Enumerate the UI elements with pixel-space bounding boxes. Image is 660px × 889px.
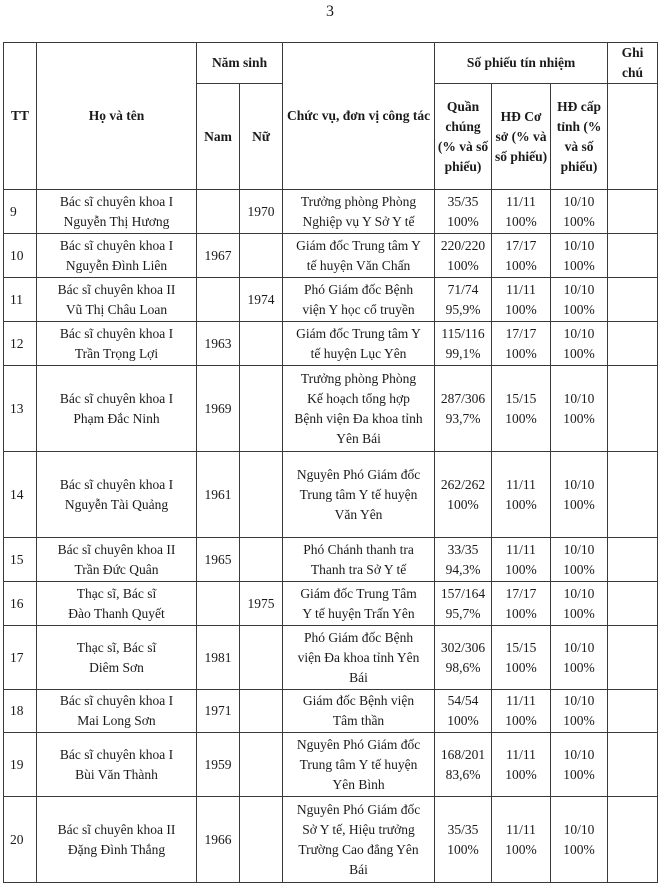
row-position-cell — [283, 733, 435, 797]
vote-value: 10/10 — [563, 281, 595, 297]
row-birth-female — [240, 690, 283, 733]
vote-value: 262/262 — [440, 476, 486, 492]
row-votes-province — [551, 190, 608, 234]
row-position-line: Giám đốc Trung Tâm — [300, 585, 417, 601]
vote-value: 10/10 — [563, 639, 595, 655]
vote-value: 35/35 — [447, 193, 479, 209]
table-body — [4, 190, 658, 883]
vote-value: 100% — [505, 213, 537, 229]
vote-value: 10/10 — [563, 693, 595, 708]
vote-value: 83,6% — [445, 766, 481, 782]
row-position-cell — [283, 626, 435, 690]
vote-value: 100% — [447, 213, 479, 229]
row-position-line: Bái — [349, 669, 368, 685]
vote-value: 11/11 — [506, 821, 536, 837]
row-position-line: Trung tâm Y tế huyện — [299, 756, 418, 772]
table-row — [4, 797, 658, 883]
row-position-line: Nghiệp vụ Y Sở Y tế — [302, 213, 415, 229]
row-birth-male: 1967 — [197, 234, 240, 278]
row-votes-public — [435, 366, 492, 452]
row-votes-public — [435, 582, 492, 626]
row-position-cell — [283, 582, 435, 626]
row-position-line: Bệnh viện Đa khoa tỉnh — [294, 410, 423, 426]
row-position-line: Yên Bái — [336, 430, 381, 446]
row-number: 14 — [4, 452, 37, 538]
row-birth-female: 1970 — [240, 190, 283, 234]
vote-value: 17/17 — [505, 237, 537, 253]
row-position-line: Phó Chánh thanh tra — [303, 541, 414, 557]
row-number: 20 — [4, 797, 37, 883]
row-notes — [608, 190, 658, 234]
vote-value: 17/17 — [505, 325, 537, 341]
row-position-line: Trung tâm Y tế huyện — [299, 486, 418, 502]
vote-value: 99,1% — [445, 345, 481, 361]
table-row — [4, 366, 658, 452]
row-birth-female — [240, 452, 283, 538]
row-name-line: Vũ Thị Châu Loan — [65, 301, 168, 317]
row-name-line: Trần Trọng Lợi — [74, 345, 159, 361]
row-name-line: Đặng Đình Thắng — [67, 841, 166, 857]
row-number: 11 — [4, 278, 37, 322]
row-name-line: Nguyễn Tài Quảng — [64, 496, 169, 512]
row-name-line: Nguyễn Đình Liên — [65, 257, 168, 273]
vote-value: 10/10 — [563, 325, 595, 341]
row-name-cell — [37, 797, 197, 883]
page-number: 3 — [326, 3, 334, 20]
row-votes-base — [492, 234, 551, 278]
row-birth-female — [240, 733, 283, 797]
vote-value: 100% — [447, 841, 479, 857]
row-name-cell — [37, 278, 197, 322]
vote-value: 11/11 — [506, 281, 536, 297]
row-votes-public — [435, 322, 492, 366]
row-votes-province — [551, 366, 608, 452]
row-name-line: Bác sĩ chuyên khoa II — [57, 281, 176, 297]
row-name-line: Bác sĩ chuyên khoa I — [59, 325, 174, 341]
header-position: Chức vụ, đơn vị công tác — [283, 43, 435, 190]
row-name-cell — [37, 733, 197, 797]
vote-value: 95,7% — [445, 605, 481, 621]
row-position-line: viện Y học cổ truyền — [302, 301, 415, 317]
vote-value: 220/220 — [440, 237, 486, 253]
row-birth-female: 1975 — [240, 582, 283, 626]
row-birth-male: 1971 — [197, 690, 240, 733]
row-votes-public — [435, 626, 492, 690]
vote-value: 94,3% — [445, 561, 481, 577]
row-birth-female — [240, 366, 283, 452]
row-name-line: Bác sĩ chuyên khoa I — [59, 237, 174, 253]
row-notes — [608, 538, 658, 582]
header-notes-blank — [608, 84, 658, 190]
vote-value: 71/74 — [447, 281, 479, 297]
vote-value: 100% — [505, 345, 537, 361]
table-row — [4, 234, 658, 278]
row-name-line: Thạc sĩ, Bác sĩ — [76, 585, 157, 601]
row-number: 18 — [4, 690, 37, 733]
row-votes-province — [551, 234, 608, 278]
row-birth-male: 1965 — [197, 538, 240, 582]
row-position-cell — [283, 278, 435, 322]
row-number: 10 — [4, 234, 37, 278]
vote-value: 157/164 — [440, 585, 486, 601]
vote-value: 93,7% — [445, 410, 481, 426]
vote-value: 115/116 — [441, 325, 485, 341]
row-position-line: Nguyên Phó Giám đốc — [296, 801, 421, 817]
row-votes-public — [435, 234, 492, 278]
row-number: 16 — [4, 582, 37, 626]
row-name-cell — [37, 234, 197, 278]
row-votes-province — [551, 626, 608, 690]
table-row — [4, 452, 658, 538]
row-birth-male: 1966 — [197, 797, 240, 883]
vote-value: 10/10 — [563, 237, 595, 253]
row-name-cell — [37, 322, 197, 366]
row-position-cell — [283, 538, 435, 582]
row-votes-province — [551, 733, 608, 797]
row-votes-province — [551, 322, 608, 366]
vote-value: 287/306 — [440, 390, 486, 406]
vote-value: 302/306 — [440, 639, 486, 655]
vote-value: 11/11 — [506, 193, 536, 209]
row-position-line: tế huyện Văn Chấn — [306, 257, 411, 273]
header-female: Nữ — [240, 84, 283, 190]
vote-value: 95,9% — [445, 301, 481, 317]
row-name-cell — [37, 538, 197, 582]
trust-vote-table — [3, 42, 658, 883]
row-votes-public — [435, 452, 492, 538]
row-birth-female: 1974 — [240, 278, 283, 322]
row-position-line: Yên Bình — [332, 776, 385, 792]
row-notes — [608, 452, 658, 538]
row-position-line: Phó Giám đốc Bệnh — [303, 281, 414, 297]
vote-value: 10/10 — [563, 476, 595, 492]
vote-value: 11/11 — [506, 693, 536, 708]
row-votes-base — [492, 538, 551, 582]
row-number: 19 — [4, 733, 37, 797]
vote-value: 11/11 — [506, 476, 536, 492]
row-votes-province — [551, 690, 608, 733]
row-notes — [608, 322, 658, 366]
header-votes: Số phiếu tín nhiệm — [435, 43, 608, 84]
row-name-line: Thạc sĩ, Bác sĩ — [76, 639, 157, 655]
row-birth-female — [240, 322, 283, 366]
vote-value: 100% — [563, 257, 595, 273]
row-votes-base — [492, 582, 551, 626]
vote-value: 100% — [563, 841, 595, 857]
row-position-line: tế huyện Lục Yên — [310, 345, 407, 361]
table-row — [4, 190, 658, 234]
vote-value: 100% — [505, 841, 537, 857]
row-votes-province — [551, 278, 608, 322]
row-votes-public — [435, 190, 492, 234]
row-position-line: Giám đốc Trung tâm Y — [296, 325, 421, 341]
vote-value: 100% — [563, 496, 595, 512]
vote-value: 100% — [563, 659, 595, 675]
vote-value: 33/35 — [447, 541, 479, 557]
vote-value: 11/11 — [506, 541, 536, 557]
header-votes-public: Quần chúng (% và số phiếu) — [435, 84, 492, 190]
row-name-line: Bác sĩ chuyên khoa II — [57, 541, 176, 557]
vote-value: 100% — [563, 766, 595, 782]
vote-value: 100% — [505, 301, 537, 317]
row-name-line: Phạm Đắc Ninh — [73, 410, 160, 426]
row-votes-province — [551, 538, 608, 582]
row-name-cell — [37, 452, 197, 538]
table-row — [4, 322, 658, 366]
row-position-cell — [283, 452, 435, 538]
row-birth-male: 1981 — [197, 626, 240, 690]
row-birth-female — [240, 797, 283, 883]
vote-value: 15/15 — [505, 639, 537, 655]
row-birth-male — [197, 190, 240, 234]
row-birth-male: 1961 — [197, 452, 240, 538]
vote-value: 100% — [447, 257, 479, 273]
vote-value: 10/10 — [563, 193, 595, 209]
row-name-line: Mai Long Sơn — [77, 713, 156, 728]
row-position-line: Trưởng phòng Phòng — [300, 370, 417, 386]
row-notes — [608, 366, 658, 452]
header-birth-year: Năm sinh — [197, 43, 283, 84]
row-votes-public — [435, 278, 492, 322]
row-birth-male: 1959 — [197, 733, 240, 797]
table-row — [4, 582, 658, 626]
vote-value: 98,6% — [445, 659, 481, 675]
row-position-line: Sở Y tế, Hiệu trưởng — [302, 821, 415, 837]
row-votes-province — [551, 582, 608, 626]
header-votes-base: HĐ Cơ sở (% và số phiếu) — [492, 84, 551, 190]
table-row — [4, 626, 658, 690]
row-votes-public — [435, 690, 492, 733]
vote-value: 100% — [505, 257, 537, 273]
row-name-line: Nguyễn Thị Hương — [63, 213, 170, 229]
row-number: 12 — [4, 322, 37, 366]
header-notes: Ghi chú — [608, 43, 658, 84]
table-row — [4, 538, 658, 582]
table-row — [4, 733, 658, 797]
row-name-line: Bác sĩ chuyên khoa I — [59, 193, 174, 209]
row-birth-female — [240, 538, 283, 582]
row-votes-base — [492, 452, 551, 538]
vote-value: 100% — [505, 410, 537, 426]
row-birth-male: 1969 — [197, 366, 240, 452]
row-name-line: Bác sĩ chuyên khoa II — [57, 821, 176, 837]
row-name-line: Đào Thanh Quyết — [68, 605, 165, 621]
row-position-line: Giám đốc Trung tâm Y — [296, 237, 421, 253]
vote-value: 100% — [505, 561, 537, 577]
row-number: 15 — [4, 538, 37, 582]
row-position-line: Trưởng phòng Phòng — [300, 193, 417, 209]
row-birth-male — [197, 278, 240, 322]
row-position-cell — [283, 190, 435, 234]
row-votes-base — [492, 690, 551, 733]
row-votes-public — [435, 797, 492, 883]
vote-value: 100% — [447, 496, 479, 512]
row-position-line: Kế hoạch tổng hợp — [307, 390, 410, 406]
vote-value: 15/15 — [505, 390, 537, 406]
row-votes-base — [492, 190, 551, 234]
row-name-cell — [37, 626, 197, 690]
row-votes-base — [492, 366, 551, 452]
row-name-line: Diêm Sơn — [89, 659, 144, 675]
row-name-line: Bác sĩ chuyên khoa I — [59, 746, 174, 762]
row-position-cell — [283, 234, 435, 278]
row-position-line: Văn Yên — [334, 506, 383, 522]
vote-value: 100% — [505, 713, 537, 728]
row-birth-female — [240, 234, 283, 278]
vote-value: 10/10 — [563, 585, 595, 601]
vote-value: 100% — [563, 561, 595, 577]
vote-value: 100% — [563, 605, 595, 621]
row-position-line: Y tế huyện Trấn Yên — [302, 605, 415, 621]
row-position-line: Thanh tra Sở Y tế — [310, 561, 407, 577]
header-tt: TT — [4, 43, 37, 190]
vote-value: 10/10 — [563, 821, 595, 837]
vote-value: 11/11 — [506, 746, 536, 762]
row-notes — [608, 797, 658, 883]
row-position-cell — [283, 322, 435, 366]
row-name-cell — [37, 690, 197, 733]
row-position-cell — [283, 797, 435, 883]
row-birth-female — [240, 626, 283, 690]
row-votes-public — [435, 733, 492, 797]
row-birth-male: 1963 — [197, 322, 240, 366]
row-name-cell — [37, 582, 197, 626]
row-number: 13 — [4, 366, 37, 452]
row-name-line: Bác sĩ chuyên khoa I — [59, 693, 174, 708]
row-votes-province — [551, 452, 608, 538]
row-votes-base — [492, 322, 551, 366]
vote-value: 54/54 — [447, 693, 479, 708]
vote-value: 100% — [563, 410, 595, 426]
row-votes-province — [551, 797, 608, 883]
row-notes — [608, 582, 658, 626]
vote-value: 168/201 — [440, 746, 486, 762]
header-votes-province: HĐ cấp tỉnh (% và số phiếu) — [551, 84, 608, 190]
row-votes-base — [492, 278, 551, 322]
row-notes — [608, 278, 658, 322]
vote-value: 10/10 — [563, 390, 595, 406]
vote-value: 100% — [563, 345, 595, 361]
vote-value: 100% — [447, 713, 479, 728]
row-votes-base — [492, 797, 551, 883]
row-name-cell — [37, 190, 197, 234]
table-row — [4, 690, 658, 733]
row-position-cell — [283, 690, 435, 733]
row-votes-public — [435, 538, 492, 582]
vote-value: 100% — [505, 496, 537, 512]
row-name-line: Bùi Văn Thành — [75, 766, 158, 782]
vote-value: 100% — [563, 301, 595, 317]
row-votes-base — [492, 626, 551, 690]
row-name-cell — [37, 366, 197, 452]
row-notes — [608, 690, 658, 733]
vote-value: 17/17 — [505, 585, 537, 601]
vote-value: 100% — [505, 766, 537, 782]
row-name-line: Bác sĩ chuyên khoa I — [59, 476, 174, 492]
row-position-line: viện Đa khoa tỉnh Yên — [297, 649, 420, 665]
row-position-line: Giám đốc Bệnh viện — [302, 693, 415, 708]
vote-value: 10/10 — [563, 746, 595, 762]
header-name: Họ và tên — [37, 43, 197, 190]
row-notes — [608, 234, 658, 278]
vote-value: 35/35 — [447, 821, 479, 837]
row-position-line: Bái — [349, 861, 368, 877]
vote-value: 100% — [563, 713, 595, 728]
row-position-line: Tâm thần — [332, 713, 385, 728]
row-notes — [608, 733, 658, 797]
row-number: 9 — [4, 190, 37, 234]
row-position-line: Nguyên Phó Giám đốc — [296, 736, 421, 752]
vote-value: 10/10 — [563, 541, 595, 557]
row-number: 17 — [4, 626, 37, 690]
row-birth-male — [197, 582, 240, 626]
row-position-line: Nguyên Phó Giám đốc — [296, 466, 421, 482]
header-male: Nam — [197, 84, 240, 190]
table-row — [4, 278, 658, 322]
row-votes-base — [492, 733, 551, 797]
vote-value: 100% — [505, 659, 537, 675]
row-position-cell — [283, 366, 435, 452]
vote-value: 100% — [563, 213, 595, 229]
vote-value: 100% — [505, 605, 537, 621]
row-position-line: Trường Cao đẳng Yên — [298, 841, 419, 857]
row-position-line: Phó Giám đốc Bệnh — [303, 629, 414, 645]
row-name-line: Trần Đức Quân — [74, 561, 159, 577]
row-name-line: Bác sĩ chuyên khoa I — [59, 390, 174, 406]
row-notes — [608, 626, 658, 690]
